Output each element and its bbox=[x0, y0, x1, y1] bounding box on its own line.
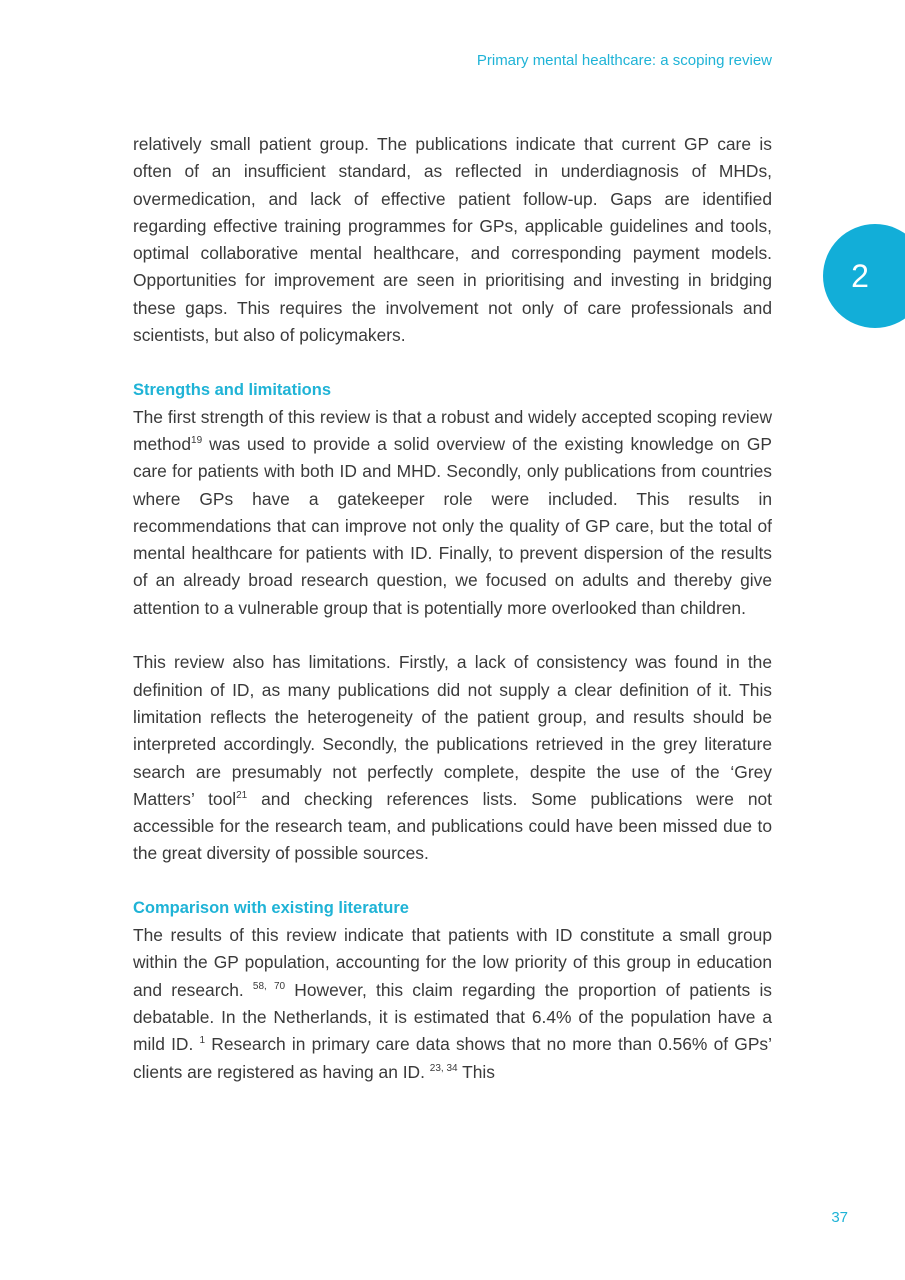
text-run: The first strength of this review is that a robust and widely accepted scoping review method bbox=[133, 406, 772, 454]
text-run: and checking references lists. Some publications were not accessible for the research team, and publications could have been missed due to the great diversity of possible sources. bbox=[133, 788, 772, 864]
paragraph-intro-continued: relatively small patient group. The publications indicate that current GP care is often of an insufficient standard, as reflected in underdiagnosis of MHDs, overmedication, and lack of effective patient follow-up. Gaps are identified regarding effective training programmes for GPs, applicable guidelines and tools, optimal collaborative mental healthcare, and corresponding payment models. Opportunities for improvement are seen in prioritising and investing in bridging these gaps. This requires the involvement not only of care professionals and scientists, but also of policymakers. bbox=[133, 134, 772, 346]
paragraph-limitations bbox=[133, 649, 772, 867]
citation-ref: 23, 34 bbox=[429, 1062, 458, 1074]
citation-ref: 21 bbox=[236, 790, 248, 802]
chapter-tab bbox=[823, 224, 905, 328]
text-run: Research in primary care data shows that no more than 0.56% of GPs’ clients are registered as having an ID. bbox=[133, 1034, 772, 1082]
text-run: This review also has limitations. Firstly, a lack of consistency was found in the definition of ID, as many publications did not supply a clear definition of it. This limitation reflects the heterogeneity of the patient group, and results should be interpreted accordingly. Secondly, the publications retrieved in the grey literature search are presumably not perfectly complete, despite the use of the ‘Grey Matters’ tool bbox=[133, 652, 772, 809]
paragraph-strengths bbox=[133, 404, 772, 622]
citation-ref: 1 bbox=[199, 1035, 206, 1047]
heading-comparison-literature: Comparison with existing literature bbox=[133, 899, 409, 918]
citation-ref: 58, 70 bbox=[252, 980, 286, 992]
paragraph-comparison bbox=[133, 922, 772, 1086]
heading-strengths-limitations: Strengths and limitations bbox=[133, 380, 332, 399]
running-header: Primary mental healthcare: a scoping review bbox=[476, 52, 772, 69]
page-number: 37 bbox=[831, 1209, 848, 1226]
body-text bbox=[133, 131, 772, 1086]
text-run: was used to provide a solid overview of the existing knowledge on GP care for patients with both ID and MHD. Secondly, only publications from countries where GPs have a gatekeeper role were included. This results in recommendations that can improve not only the quality of GP care, but the total of mental healthcare for patients with ID. Finally, to prevent dispersion of the results of an already broad research question, we focused on adults and thereby give attention to a vulnerable group that is potentially more overlooked than children. bbox=[133, 433, 772, 618]
text-run: The results of this review indicate that patients with ID constitute a small group within the GP population, accounting for the low priority of this group in education and research. bbox=[133, 925, 772, 1000]
text-run: This bbox=[457, 1061, 495, 1082]
citation-ref: 19 bbox=[191, 435, 203, 447]
text-run: However, this claim regarding the proportion of patients is debatable. In the Netherlands, it is estimated that 6.4% of the population have a mild ID. bbox=[133, 979, 773, 1055]
chapter-number: 2 bbox=[851, 258, 869, 294]
